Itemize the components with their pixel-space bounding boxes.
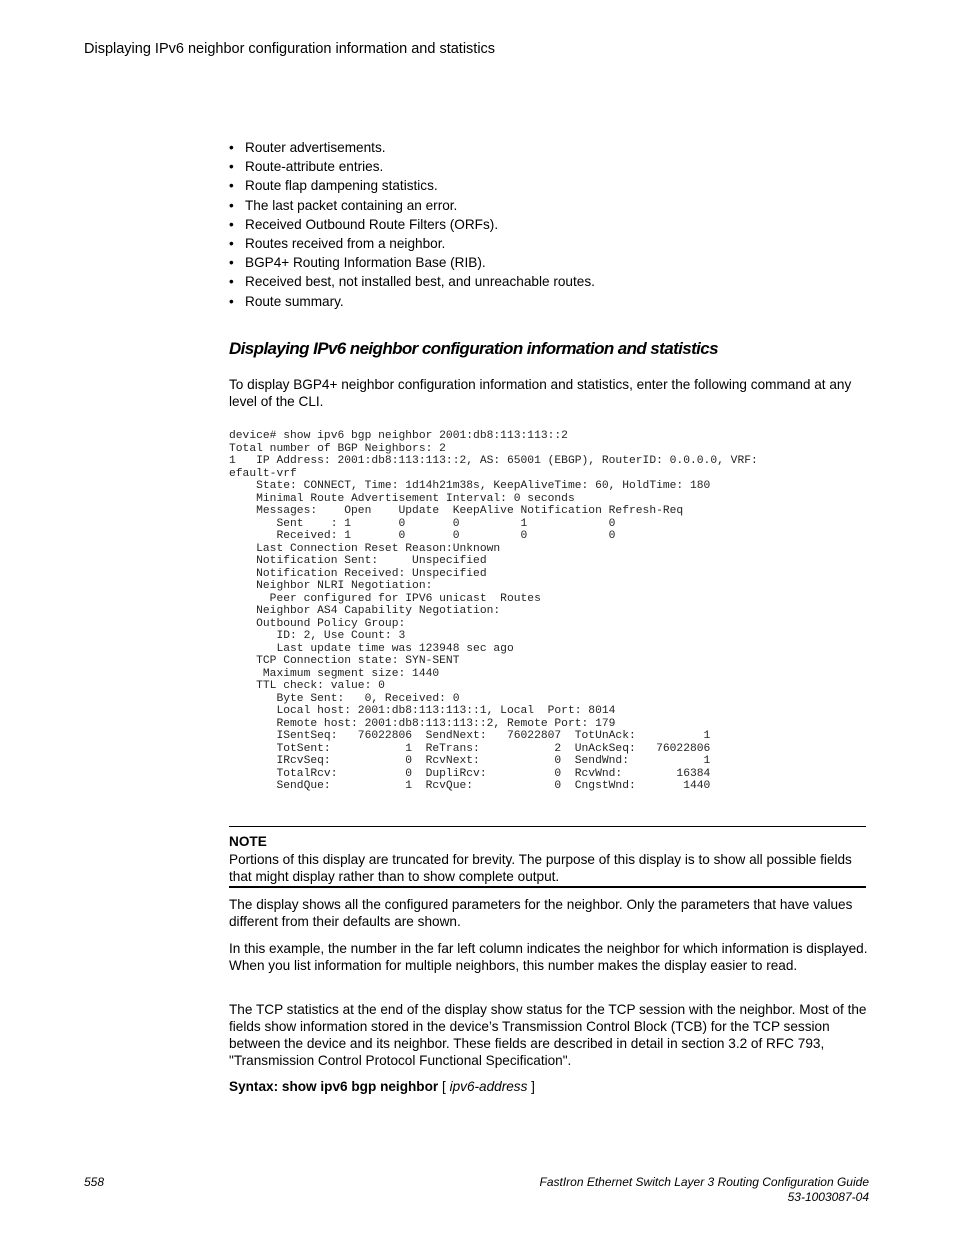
code-line: Outbound Policy Group: [229, 617, 406, 630]
code-line: Last Connection Reset Reason:Unknown [229, 542, 501, 555]
running-header: Displaying IPv6 neighbor configuration information and statistics [84, 41, 496, 57]
body-paragraph: The display shows all the configured parameters for the neighbor. Only the parameters that have values different from their defaults are shown. [229, 897, 853, 929]
syntax-close-bracket: ] [531, 1079, 535, 1094]
code-line: device# show ipv6 bgp neighbor 2001:db8:113:113::2 [229, 430, 568, 442]
list-item: • Router advertisements. [229, 138, 595, 157]
body-paragraph: In this example, the number in the far left column indicates the neighbor for which information is displayed. When you list information for multiple neighbors, this number makes the display easier to read. [229, 941, 868, 973]
section-heading: Displaying IPv6 neighbor configuration information and statistics [229, 339, 719, 358]
list-item: • Route-attribute entries. [229, 157, 595, 176]
note-text: Portions of this display are truncated for brevity. The purpose of this display is to show all possible fields that might display rather than to show complete output. [229, 852, 852, 884]
code-line: Received: 1 0 0 0 0 [229, 530, 616, 542]
code-line: SendQue: 1 RcvQue: 0 CngstWnd: 1440 [229, 780, 711, 792]
syntax-command: Syntax: show ipv6 bgp neighbor [229, 1079, 439, 1094]
code-line: TotSent: 1 ReTrans: 2 UnAckSeq: 76022806 [229, 742, 711, 755]
code-line: TCP Connection state: SYN-SENT [229, 655, 460, 667]
code-line: efault-vrf [229, 467, 297, 480]
code-line: IRcvSeq: 0 RcvNext: 0 SendWnd: 1 [229, 755, 711, 767]
code-line: Peer configured for IPV6 unicast Routes [229, 592, 541, 605]
list-item: • Routes received from a neighbor. [229, 234, 595, 253]
page-number: 558 [84, 1175, 105, 1189]
intro-paragraph: To display BGP4+ neighbor configuration information and statistics, enter the following command at any level of the CLI. [229, 377, 852, 409]
list-item: • Route summary. [229, 292, 595, 311]
code-line: 1 IP Address: 2001:db8:113:113::2, AS: 65001 (EBGP), RouterID: 0.0.0.0, VRF: [229, 455, 758, 467]
code-line: State: CONNECT, Time: 1d14h21m38s, KeepAliveTime: 60, HoldTime: 180 [229, 480, 711, 492]
code-line: Minimal Route Advertisement Interval: 0 seconds [229, 492, 575, 505]
list-item: • Route flap dampening statistics. [229, 176, 595, 195]
code-line: Sent : 1 0 0 1 0 [229, 517, 616, 530]
code-line: ID: 2, Use Count: 3 [229, 630, 406, 642]
code-line: Byte Sent: 0, Received: 0 [229, 692, 460, 705]
code-line: Remote host: 2001:db8:113:113::2, Remote Port: 179 [229, 717, 616, 730]
syntax-argument: ipv6-address [449, 1079, 528, 1094]
syntax-open-bracket: [ [442, 1079, 446, 1094]
code-line: Maximum segment size: 1440 [229, 667, 440, 680]
feature-list [229, 138, 595, 311]
code-line: Local host: 2001:db8:113:113::1, Local Port: 8014 [229, 705, 616, 717]
list-item: • Received Outbound Route Filters (ORFs). [229, 215, 595, 234]
note-label: NOTE [229, 834, 267, 849]
code-line: Neighbor AS4 Capability Negotiation: [229, 605, 501, 617]
code-line: ISentSeq: 76022806 SendNext: 76022807 TotUnAck: 1 [229, 730, 711, 742]
code-line: Notification Received: Unspecified [229, 567, 487, 580]
cli-output [229, 430, 758, 793]
code-line: Last update time was 123948 sec ago [229, 642, 514, 655]
code-line: Messages: Open Update KeepAlive Notification Refresh-Req [229, 505, 684, 517]
list-item: • Received best, not installed best, and unreachable routes. [229, 272, 595, 291]
note-bottom-rule [229, 886, 866, 888]
list-item: • The last packet containing an error. [229, 196, 595, 215]
code-line: TTL check: value: 0 [229, 680, 385, 692]
body-paragraph: The TCP statistics at the end of the display show status for the TCP session with the neighbor. Most of the fields show information stored in the device’s Transmission Control Block (TCB) for the TCP session between the device and its neighbor. These fields are described in detail in section 3.2 of RFC 793, "Transmission Control Protocol Functional Specification". [229, 1002, 867, 1068]
code-line: TotalRcv: 0 DupliRcv: 0 RcvWnd: 16384 [229, 767, 711, 780]
code-line: Neighbor NLRI Negotiation: [229, 580, 433, 592]
syntax-line [229, 1079, 535, 1094]
document-number: 53-1003087-04 [787, 1190, 869, 1204]
guide-title: FastIron Ethernet Switch Layer 3 Routing Configuration Guide [539, 1175, 869, 1189]
note-top-rule [229, 826, 866, 827]
footer-title-block [539, 1175, 869, 1205]
code-line: Total number of BGP Neighbors: 2 [229, 442, 446, 455]
code-line: Notification Sent: Unspecified [229, 555, 487, 567]
list-item: • BGP4+ Routing Information Base (RIB). [229, 253, 595, 272]
